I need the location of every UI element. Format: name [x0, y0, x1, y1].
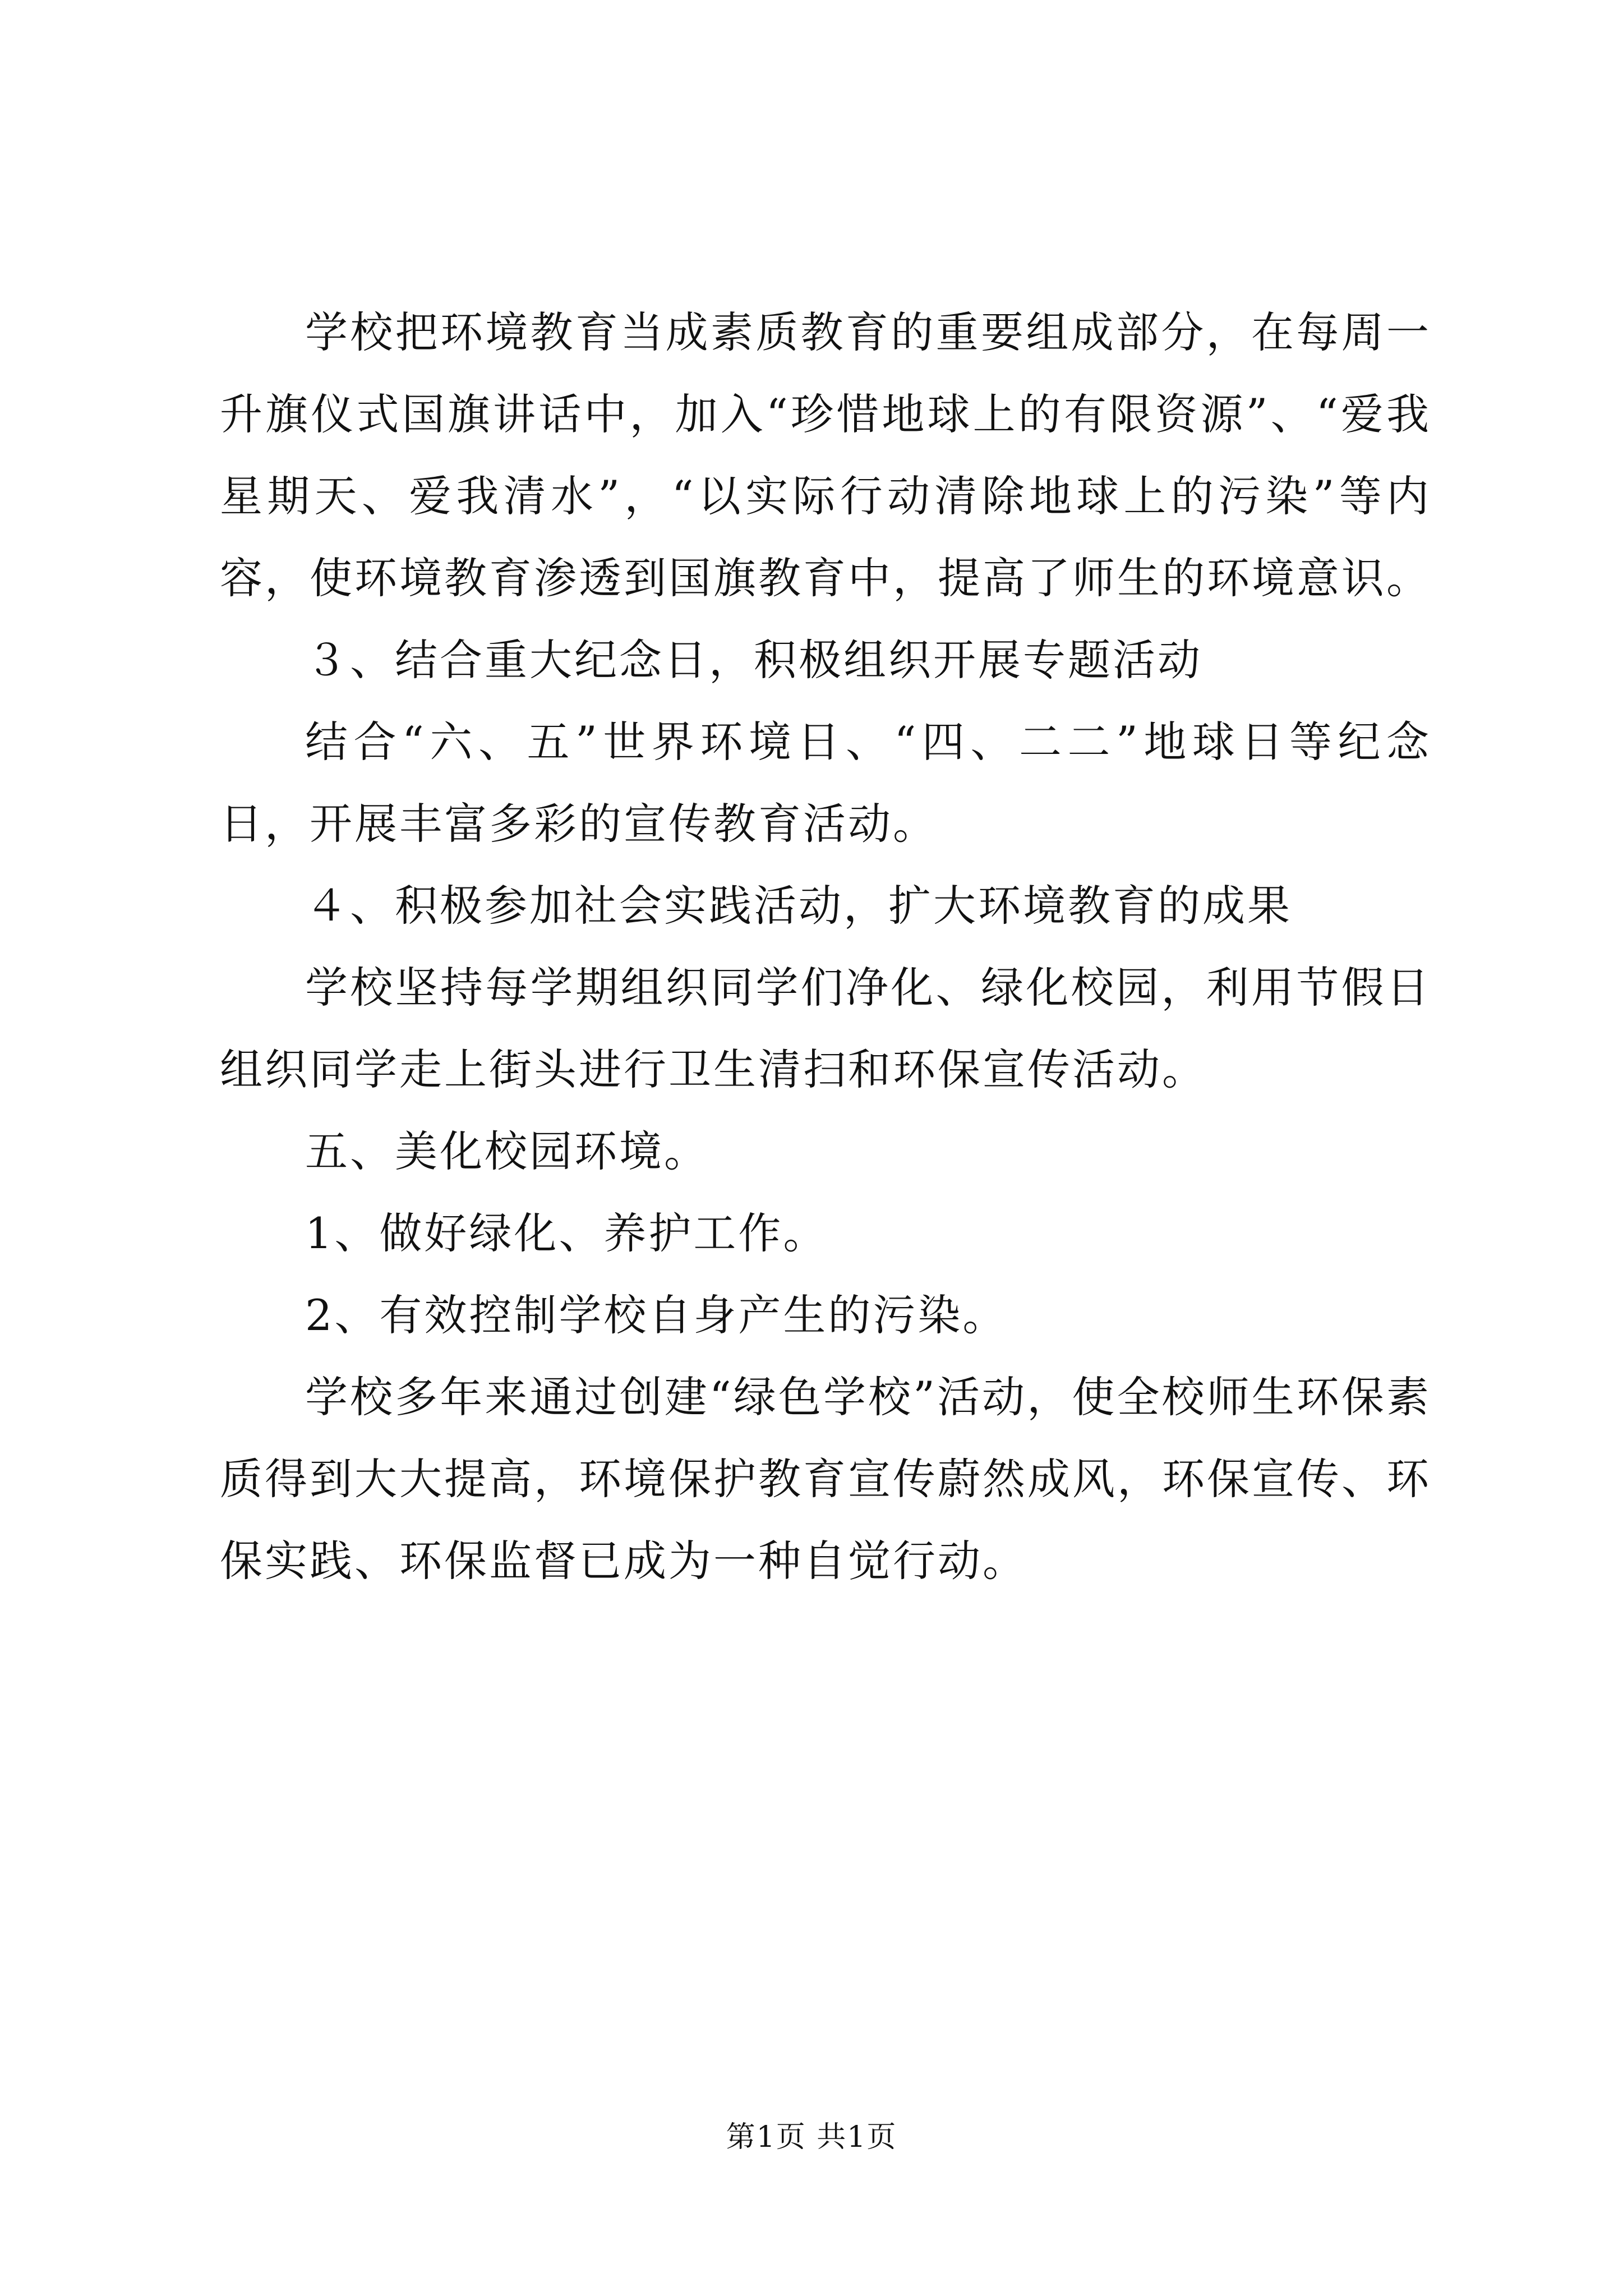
- paragraph-green-school: 学校多年来通过创建“绿色学校”活动，使全校师生环保素质得到大大提高，环境保护教育宣传蔚然成风，环保宣传、环保实践、环保监督已成为一种自觉行动。: [220, 1372, 1431, 1586]
- heading-beautify-campus: 五、美化校园环境。: [305, 1126, 709, 1176]
- paragraph-memorial-days: 结合“六、五”世界环境日、“四、二二”地球日等纪念日，开展丰富多彩的宣传教育活动。: [220, 717, 1431, 849]
- heading-social-practice: ４、积极参加社会实践活动，扩大环境教育的成果: [305, 881, 1292, 931]
- item-greening: 1、做好绿化、养护工作。: [305, 1208, 828, 1258]
- page-footer: 第1页 共1页: [726, 2120, 897, 2154]
- paragraph-environment-education: 学校把环境教育当成素质教育的重要组成部分，在每周一升旗仪式国旗讲话中，加入“珍惜地球上的有限资源”、“爱我星期天、爱我清水”，“以实际行动清除地球上的污染”等内容，使环境教育渗透到国旗教育中，提高了师生的环境意识。: [220, 307, 1431, 603]
- paragraph-social-practice: 学校坚持每学期组织同学们净化、绿化校园，利用节假日组织同学走上街头进行卫生清扫和环保宣传活动。: [220, 963, 1431, 1094]
- item-pollution-control: 2、有效控制学校自身产生的污染。: [305, 1290, 1008, 1340]
- heading-memorial-day-activities: ３、结合重大纪念日，积极组织开展专题活动: [305, 635, 1202, 685]
- document-body: [220, 292, 1431, 1602]
